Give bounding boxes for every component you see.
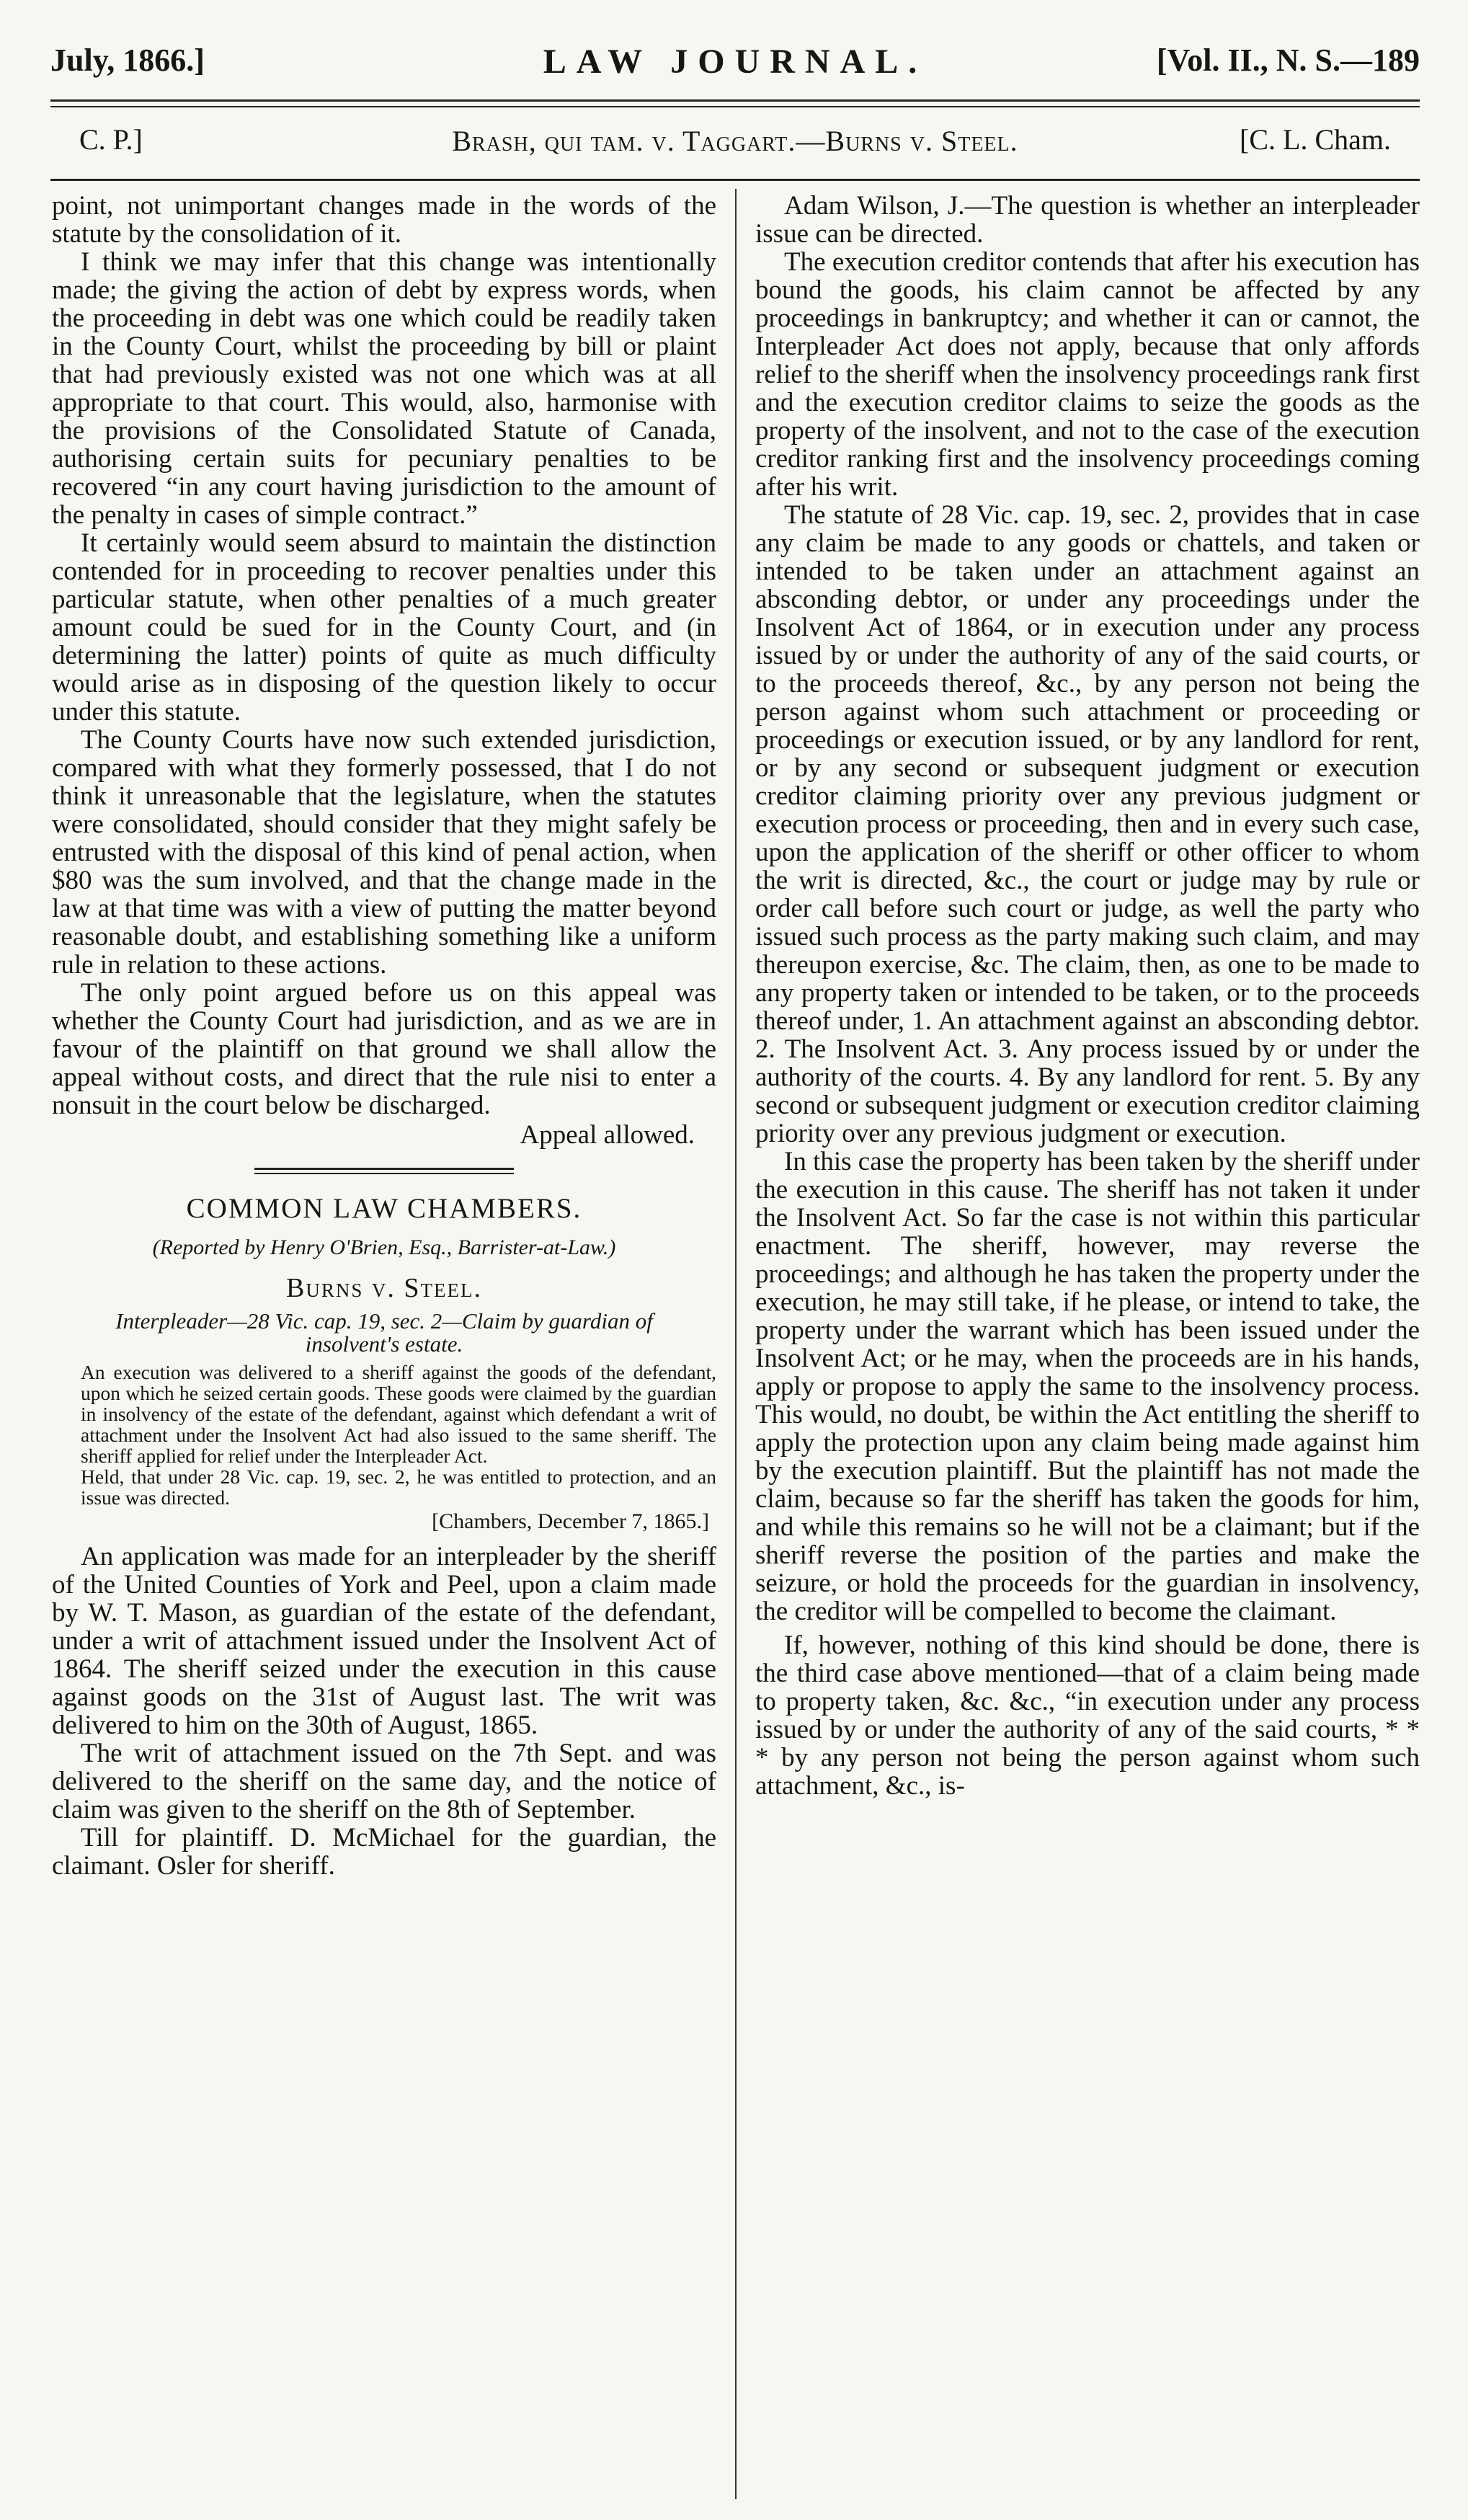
paragraph: I think we may infer that this change was intentionally made; the giving the action of debt by express words, when the proceeding in debt was one which could be readily taken in the County Court, whilst the proceeding by bill or plaint that had previously existed was not one which was at all appropriate to that court. This would, also, harmonise with the provisions of the Consolidated Statute of Canada, authorising certain suits for pecuniary penalties to be recovered “in any court having jurisdiction to the amount of the penalty in cases of simple contract.” — [52, 247, 716, 530]
issue-date: July, 1866.] — [50, 43, 205, 78]
paragraph: The County Courts have now such extended jurisdiction, compared with what they formerly possessed, that I do not think it unreasonable that the legislature, when the statutes were consolidated, should consider that they might safely be entrusted with the disposal of this kind of penal action, when $80 was the sum involved, and that the change made in the law at that time was with a view of putting the matter beyond reasonable doubt, and establishing something like a uniform rule in relation to these actions. — [52, 725, 716, 980]
paragraph: If, however, nothing of this kind should be done, there is the third case above mentioned—that of a claim being made to property taken, &c. &c., “in execution under any process issued by or under the authority of any of the said courts, * * * by any person not being the person against whom such attachment, &c., is- — [755, 1631, 1420, 1801]
section-double-rule — [254, 1168, 514, 1174]
court-left-label: C. P.] — [79, 123, 143, 156]
paragraph: It certainly would seem absurd to maintain the distinction contended for in proceeding to recover penalties under this particular statute, when other penalties of a much greater amount could be sued for in the County Court, and (in determining the latter) points of quite as much difficulty would arise as in disposing of the question likely to occur under this statute. — [52, 528, 716, 727]
right-column — [755, 192, 1420, 1800]
paragraph: point, not unimportant changes made in the words of the statute by the consolidation of it. — [52, 191, 716, 249]
reporter-line: (Reported by Henry O'Brien, Esq., Barrister-at-Law.) — [152, 1235, 616, 1259]
headnote-held: Held, that under 28 Vic. cap. 19, sec. 2, he was entitled to protection, and an issue was directed. — [81, 1465, 716, 1509]
case-title: Burns v. Steel. — [286, 1273, 482, 1303]
paragraph: The execution creditor contends that after his execution has bound the goods, his claim cannot be affected by any proceedings in bankruptcy; and whether it can or cannot, the Interpleader Act does not apply, because that only affords relief to the sheriff when the insolvency proceedings rank first and the execution creditor claims to seize the goods as the property of the insolvent, and not to the case of the execution creditor ranking first and the insolvency proceedings coming after his writ. — [755, 247, 1420, 502]
running-header — [50, 42, 1420, 85]
paragraph: An application was made for an interpleader by the sheriff of the United Counties of York and Peel, upon a claim made by W. T. Mason, as guardian of the estate of the defendant, under a writ of attachment issued under the Insolvent Act of 1864. The sheriff seized under the execution in this cause against goods on the 31st of August last. The writ was delivered to him on the 30th of August, 1865. — [52, 1542, 716, 1740]
volume-page-number: [Vol. II., N. S.—189 — [1156, 43, 1420, 78]
catchline: Interpleader—28 Vic. cap. 19, sec. 2—Claim by guardian of insolvent's estate. — [115, 1308, 653, 1357]
paragraph: The statute of 28 Vic. cap. 19, sec. 2, provides that in case any claim be made to any goods or chattels, and taken or intended to be taken under an attachment against an absconding debtor, or under any proceedings under the Insolvent Act of 1864, or in execution under any process issued by or under the authority of any of the said courts, or to the proceeds thereof, &c., by any person not being the person against whom such attachment or proceeding or proceedings or execution issued, or by any landlord for rent, or by any second or subsequent judgment or execution creditor claiming priority over any previous judgment or execution process or proceeding, then and in every such case, upon the application of the sheriff or other officer to whom the writ is directed, &c., the court or judge may by rule or order call before such court or judge, as well the party who issued such process as the party making such claim, and may thereupon exercise, &c. The claim, then, as one to be made to any property taken or intended to be taken, or to the proceeds thereof under, 1. An attachment against an absconding debtor. 2. The Insolvent Act. 3. Any process issued by or under the authority of the courts. 4. By any landlord for rent. 5. By any second or subsequent judgment or execution creditor claiming priority over any previous judgment or execution. — [755, 500, 1420, 1148]
header-double-rule — [50, 99, 1420, 107]
headnote-facts: An execution was delivered to a sheriff against the goods of the defendant, upon which he seized certain goods. These goods were claimed by the guardian in insolvency of the estate of the defendant, against which defendant a writ of attachment under the Insolvent Act had also issued to the same sheriff. The sheriff applied for relief under the Interpleader Act. — [81, 1361, 716, 1467]
subheader-rule — [50, 179, 1420, 181]
paragraph: Adam Wilson, J.—The question is whether an interpleader issue can be directed. — [755, 191, 1420, 249]
paragraph: In this case the property has been taken by the sheriff under the execution in this cause. The sheriff has not taken it under the Insolvent Act. So far the case is not within this particular enactment. The sheriff, however, may reverse the proceedings; and although he has taken the property under the execution, he may still take, if he please, or intend to take, the property under the warrant which has been issued under the Insolvent Act; or he may, when the proceeds are in his hands, apply or propose to apply the same to the insolvency process. This would, no doubt, be within the Act entitling the sheriff to apply the protection upon any claim being made against him by the execution plaintiff. But the plaintiff has not made the claim, because so far the sheriff has taken the goods for him, and while this remains so he will not be a claimant; but if the sheriff reverse the position of the parties and make the seizure, or hold the proceeds for the guardian in insolvency, the creditor will be compelled to become the claimant. — [755, 1147, 1420, 1626]
court-right-label: [C. L. Cham. — [1240, 123, 1391, 156]
chambers-date: [Chambers, December 7, 1865.] — [432, 1509, 709, 1533]
counsel-line: Till for plaintiff. D. McMichael for the guardian, the claimant. Osler for sheriff. — [52, 1823, 716, 1881]
case-subheader — [50, 123, 1420, 166]
paragraph: The writ of attachment issued on the 7th Sept. and was delivered to the sheriff on the same day, and the notice of claim was given to the sheriff on the 8th of September. — [52, 1739, 716, 1824]
column-divider — [735, 189, 737, 2499]
section-title: COMMON LAW CHAMBERS. — [186, 1193, 582, 1224]
journal-title: LAW JOURNAL. — [543, 43, 927, 81]
case-names: Brash, qui tam. v. Taggart.—Burns v. Steel. — [452, 125, 1018, 157]
appeal-allowed: Appeal allowed. — [520, 1120, 695, 1150]
left-column — [52, 192, 716, 1880]
paragraph: The only point argued before us on this appeal was whether the County Court had jurisdiction, and as we are in favour of the plaintiff on that ground we shall allow the appeal without costs, and direct that the rule nisi to enter a nonsuit in the court below be discharged. — [52, 978, 716, 1120]
